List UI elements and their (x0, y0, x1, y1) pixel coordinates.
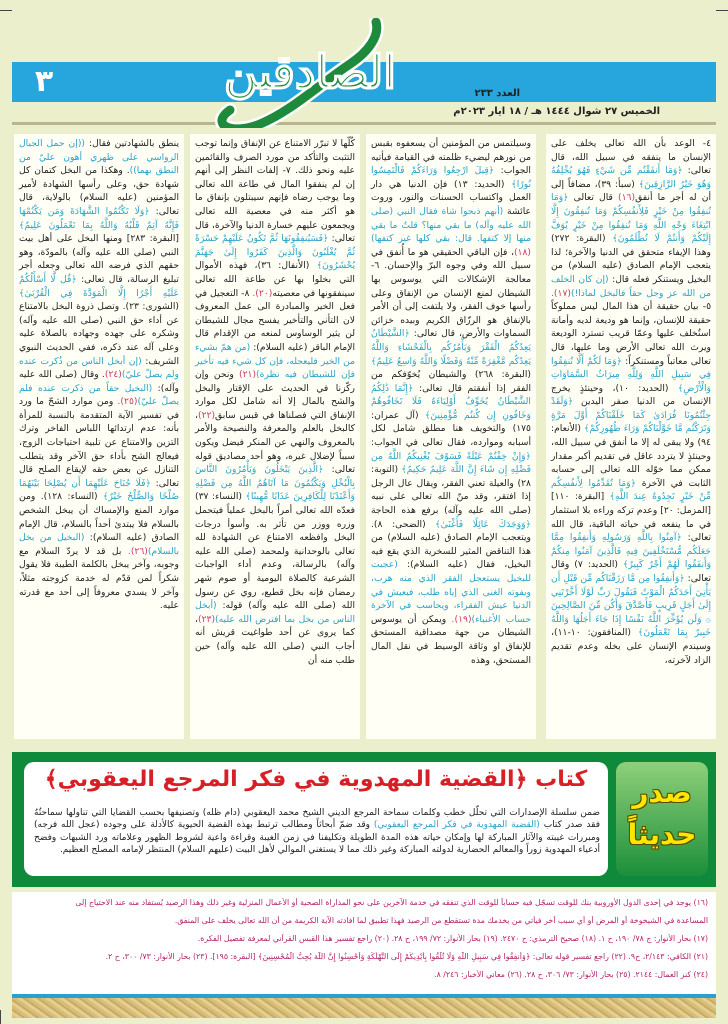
body-text: ، فإن الباقي الحقيقي هو ما أُنفق في سبيل الله وفي وجوه البرّ والإحسان. ٦- معالجة الإشكالات التي يوسوس بها الشيطان لمنع الإنسان من الإنفاق وعلى رأسها خوف الفقر، ولا يلتفت إلى أن الأمر بالإنفاق هو الرزّاق الكريم وبيده خزائن السماوات والأرض، قال تعالى: (371, 246, 531, 340)
body-text: . وقال (صلى الله عليه وآله): (19, 369, 179, 394)
quote-text: ﴿إِنَّمَا ذَٰلِكُمُ الشَّيْطَانُ يُخَوِّفُ أَوْلِيَاءَهُ فَلَا تَخَافُوهُمْ وَخَافُونِ إِن كُنتُم مُّؤْمِنِينَ﴾ (371, 382, 531, 421)
footnote-line: (٢٤) كنز العمال: ٢١٤٤. (٢٥) بحار الأنوار: ٧٣/ ٣٠٦، ح ٢٨. (٢٦) معاني الأخبار: ٢٤٦/ ٨. (434, 970, 708, 979)
quote-text: (أبخل الناس من بخل بما افترض الله عليه) (195, 600, 355, 625)
reference-marker: (١٦) (618, 192, 636, 204)
article-text (371, 137, 531, 667)
quote-text: ﴿آمِنُوا بِاللَّهِ وَرَسُولِهِ وَأَنفِقُوا مِمَّا جَعَلَكُم مُّسْتَخْلَفِينَ فِيهِ فَالَّذِينَ آمَنُوا مِنكُمْ وَأَنفَقُوا لَهُمْ أَجْرٌ كَبِيرٌ﴾ (551, 532, 712, 571)
issue-number: العدد ٢٣٣ (474, 88, 520, 99)
body-text: [البقرة: ١١٠] [المزمل: ٢٠] وعدم تركه وراءه بلا استثمار في ما ينفعه في حياته الباقية، قال الله تعالى: (551, 491, 712, 544)
body-text: قال تعالى (568, 192, 619, 204)
body-text: [البقرة: ٢٨٣] ومنها البخل على أهل بيت النبي (صلى الله عليه وآله) بالمودّة، وهو حقهم الذي فرضه الله تعالى وجعله أجر تبليغ الرسالة، قال تعالى: (19, 233, 179, 285)
reference-marker: (٢٢) (197, 409, 216, 421)
article-text (195, 137, 355, 667)
body-text: ٨- التعجيل في فعل الخير والمبادرة الى عمل المعروف لان التأني والتأخير يفسح مجال للشيطان لن يثير الوساوس لمنعه من الإقدام قال الإمام الباقر (عليه السلام): (195, 287, 355, 353)
quote-text: (إن كان الخلف من الله عز وجل حقاً فالبخل لماذا!) (551, 273, 711, 299)
quote-text: ﴿وَمَا تُنفِقُوا مِنْ خَيْرٍ فَلِأَنفُسِكُمْ وَمَا تُنفِقُونَ إِلَّا ابْتِغَاءَ وَجْهِ اللَّهِ وَمَا تُنفِقُوا مِنْ خَيْرٍ يُوَفَّ إِلَيْكُمْ وَأَنتُمْ لَا تُظْلَمُونَ﴾ (551, 192, 711, 245)
quote-text: ﴿وَلَا تَكْتُمُوا الشَّهَادَةَ وَمَن يَكْتُمْهَا فَإِنَّهُ آثِمٌ قَلْبُهُ وَاللَّهُ بِمَا تَعْمَلُونَ عَلِيمٌ﴾ (19, 205, 179, 231)
body-text: (البقرة: ٢٧٢) وهذا الإيفاء متحقق في الدنيا والآخرة؛ لذا يتعجب الإمام الصادق (عليه السلام) من البخيل ويستنكر فعله قال: (551, 233, 711, 285)
masthead-logo (200, 18, 400, 128)
quote-text: ﴿وَمَا تُقَدِّمُوا لِأَنفُسِكُم مِّنْ خَيْرٍ تَجِدُوهُ عِندَ اللَّهِ﴾ (551, 477, 711, 503)
issue-date: الخميس ٢٧ شوال ١٤٤٤ هـ / ١٨ ايار ٢٠٢٣م (453, 106, 660, 117)
body-text: ، كالبخل بالعلم والمعرفة والنصيحة والأمر بالمعروف والنهي عن المنكر فيضل ويكون سبباً لإضلال غيره، وهو أحد مصاديق قوله تعالى: (195, 409, 355, 476)
body-text: ويمكن أن يوسوس الشيطان من جهة مصداقية المستحق للإنفاق او وثاقة الوسيط في نقل المال المستحق، وهذه (371, 613, 531, 666)
body-text: (الضحى: ٨). ويتعجب الإمام الصادق (عليه السلام) من هذا التناقض المثير للسخرية الذي يقع فيه البخيل، فقال (عليه السلام): (371, 518, 531, 571)
crop-mark-bottom-left (0, 1010, 1, 1024)
article-column-1 (546, 134, 716, 739)
reference-marker: (٢٦). (127, 545, 148, 557)
quote-text: (من همّ بشيء من الخير فليعجله، فإن كل شيء فيه تأخير فإن للشيطان فيه نظرة) (195, 341, 356, 381)
reference-marker: (١٧). (551, 287, 571, 299)
quote-text: ﴿فَلَا جُنَاحَ عَلَيْهِمَا أَن يُصْلِحَا بَيْنَهُمَا صُلْحًا وَالصُّلْحُ خَيْرٌ﴾ (19, 477, 180, 503)
quote-text: (عجبت للبخيل يستعجل الفقر الذي منه هرب، ويفوته الغنى الذي إياه طلب، فيعيش في الدنيا عيش الفقراء، ويحاسب في الآخرة حساب الأغنياء) (371, 559, 532, 625)
body-text: ومن موارد الشحّ ما ورد في تفسير الآية المتقدمة بالنسبة للمرأة بأنه: عدم ارتدائها اللباس الفاخر وترك التزين والامتناع عن تلبية احتياجات الزوج، فيعالج الشح بأداء حق الآخر وقد يتطلب التنازل عن بعض حقه لإيقاع الصلح قال تعالى: (19, 396, 180, 489)
reference-marker: (٢٤) (104, 369, 122, 381)
crop-mark-top-right (716, 10, 728, 11)
footnote-line: (٢١) الكافي: ٢/١٤٣، ح٩. (٢٢) راجع تفسير قوله تعالى: ﴿وَأَنفِقُوا فِي سَبِيلِ اللَّهِ وَلَا تُلْقُوا بِأَيْدِيكُمْ إِلَى التَّهْلُكَةِ وَأَحْسِنُوا إِنَّ اللَّهَ يُحِبُّ الْمُحْسِنِينَ﴾ [البقرة: ١٩٥]. (٢٣) بحار الأنوار: ٧٣/ ٣٠٠، ح ٢. (105, 952, 708, 961)
reference-marker: (٢٠). (252, 287, 273, 299)
body-text: (الحديد: ١٣) فإن الدنيا هي دار العمل واكتساب الحسنات والنور، وروت عائشة (371, 178, 531, 217)
body-text: (الأنفال: ٣٦)، فهذه الأموال التي بخلوا بها عن طاعة الله تعالى سينفقونها في معصيته (195, 260, 355, 299)
book-title: كتاب ﴿القضية المهدوية في فكر المرجع اليعقوبي﴾ (44, 767, 588, 792)
quote-text: ﴿الَّذِينَ يَبْخَلُونَ وَيَأْمُرُونَ النَّاسَ بِالْبُخْلِ وَيَكْتُمُونَ مَا آتَاهُمُ اللَّهُ مِن فَضْلِهِ وَأَعْتَدْنَا لِلْكَافِرِينَ عَذَابًا مُّهِينًا﴾ (195, 464, 355, 503)
masthead-title: الصادقين (223, 45, 397, 99)
body-text: (البقرة: ٢٦٨) والشيطان يُخوّفكم من الفقر إذا أنفقتم قال تعالى: (371, 369, 532, 394)
reference-marker: (١٩). (451, 613, 472, 625)
body-text: (النساء: ١٢٨). ومن موارد المنع والإمساك أن يبخل الشخص بالسلام فلا يبتدئ أحداً بالسلام، قال الإمام الصادق (عليه السلام): (19, 491, 179, 544)
quote-text: ﴿وَوَجَدَكَ عَائِلًا فَأَغْنَىٰ﴾ (435, 518, 531, 530)
article-column-3 (190, 134, 360, 739)
quote-text: (البخيل من بخل بالسلام) (19, 532, 179, 557)
footer-sand-texture (12, 998, 716, 1018)
article-text (19, 137, 179, 613)
body-text: (سبأ: ٣٩)، مضافاً إلى أن له أجر ما أنفق (551, 178, 712, 204)
body-text: (آل عمران: ١٧٥) والتخويف هنا مطلق شامل لكل أسبابه وموارده، فقال تعالى في الجواب: (371, 409, 531, 449)
footnotes-section (12, 892, 716, 994)
body-text: ٥- بيان حقيقة أن هذا المال ليس مملوكاً حقيقة للإنسان، وإنما هو وديعة لديه وأمانة استُخلف عليها وعمّا قريب تسترد الوديعة ويرث الله تعالى الأرض وما عليها، قال تعالى معاتباً ومستنكراً: (551, 301, 711, 367)
crop-mark-top-left (0, 10, 12, 11)
article-column-4 (14, 134, 184, 739)
book-description (34, 798, 600, 874)
body-text: (النساء: ٣٧) فعدّه الله تعالى أمراً بالبخل عملياً فيتحمل وزره ووزر من تأثر به. وأسوأ درجات البخل وافظعه الامتناع عن الشهادة لله تعالى بالوحدانية ولمحمد (صلى الله عليه وآله) بالرسالة، وعدم أداء الواجبات الشرعية كالصلاة اليومية أو صوم شهر رمضان فإنه بخل قطيع، روي عن رسول الله (صلى الله عليه وآله) قوله: (195, 491, 355, 612)
quote-text: ﴿قُل لَّا أَسْأَلُكُمْ عَلَيْهِ أَجْرًا إِلَّا الْمَوَدَّةَ فِي الْقُرْبَىٰ﴾ (19, 273, 179, 299)
quote-text: ﴿وَأَنفِقُوا مِن مَّا رَزَقْنَاكُم مِّن قَبْلِ أَن يَأْتِيَ أَحَدَكُمُ الْمَوْتُ فَيَقُولَ رَبِّ لَوْلَا أَخَّرْتَنِي إِلَىٰ أَجَلٍ قَرِيبٍ فَأَصَّدَّقَ وَأَكُن مِّنَ الصَّالِحِينَ ۞ وَلَن يُؤَخِّرَ اللَّهُ نَفْسًا إِذَا جَاءَ أَجَلُهَا وَاللَّهُ خَبِيرٌ بِمَا تَعْمَلُونَ﴾ (551, 573, 711, 639)
body-text: (الشورى: ٢٣). وتصل ذروة البخل بالامتناع عن أداء حق النبي (صلى الله عليه وآله) وشكره على جهده وجهاده بالصلاة عليه وعلى آله عند ذكره، ففي الحديث النبوي الشريف: (19, 301, 180, 367)
body-text: ٤- الوعد بأن الله تعالى يخلف على الإنسان ما ينفقه في سبيل الله، قال تعالى: (551, 138, 711, 177)
footnote-line: (١٧) بحار الأنوار: ج ٧٨/ ١٩٠، ح ١. (١٨) صحيح الترمذي: ح ٢٤٧٠. (١٩) بحار الأنوار: ٧٢/ ١٩٩، ح ٢٨. (٢٠) راجع تفسير هذا القبس القرآني لمعرفة تفصيل الفكرة. (197, 934, 708, 943)
quote-text: ﴿وَلَقَدْ جِئْتُمُونَا فُرَادَىٰ كَمَا خَلَقْنَاكُمْ أَوَّلَ مَرَّةٍ وَتَرَكْتُم مَّا خَوَّلْنَاكُمْ وَرَاءَ ظُهُورِكُمْ﴾ (551, 396, 711, 435)
reference-marker: (٢٥). (117, 396, 138, 408)
quote-text: ((إن حمل الجبال الرواسي على ظهري أهون عليّ من النطق بهما)) (19, 138, 179, 177)
body-text: بل قد لا يردّ السلام مع وجوبه، وآخر يبخل بالكلمة الطيبة فلا يقول شكراً لمن قدّم له خدمة كزوجته مثلاً، وآخر لا يسدي معروفاً إلى أحد مع قدرته عليه. (19, 545, 179, 612)
quote-text: (أنهم ذبحوا شاة فقال النبي (صلى الله عليه وآله) ما بقي منها؟ قلتُ ما بقي منها إلا كتفها. قال: بقي كلها غير كتفها) (371, 205, 531, 245)
quote-text: (القضية المهدوية في فكر المرجع اليعقوبي) (373, 820, 540, 831)
footnote-line: المساعدة في الشيخوخة أو المرض أو أي سبب آخر فيأتي من يخدمك مدة تستقطع من الرصيد فهذا تطبيق لما افادته الآية الكريمة من أن الله تعالى يخلف على المنفق. (174, 916, 708, 925)
badge-line-2: حديثاً (627, 818, 697, 851)
quote-text: ﴿قِيلَ ارْجِعُوا وَرَاءَكُمْ فَالْتَمِسُوا نُورًا﴾ (371, 165, 532, 190)
body-text: (الحديد: ١٠)، وحينئذٍ يخرج الإنسان من الدنيا صفر اليدين (551, 382, 711, 408)
body-text: ، كما يروى عن أحد طواغيت قريش أنه أجاب النبي (صلى الله عليه وآله) حين طلب منه أن (195, 613, 355, 666)
quote-text: (البخيل حقاً من ذكرت عنده فلم يصلّ عليّ) (19, 382, 179, 408)
body-text: ينطق بالشهادتين فقال: (85, 138, 179, 149)
quote-text: ﴿الشَّيْطَانُ يَعِدُكُمُ الْفَقْرَ وَيَأْمُرُكُم بِالْفَحْشَاءِ وَاللَّهُ يَعِدُكُم مَّغْفِرَةً مِّنْهُ وَفَضْلًا وَاللَّهُ وَاسِعٌ عَلِيمٌ﴾ (371, 328, 531, 367)
body-text: (التوبة: ٢٨) والعيلة تعني الفقر، ويقال عال الرجل إذا افتقر، وقد منّ الله تعالى على نبيه (صلى الله عليه وآله) برفع هذه الحاجة (371, 464, 531, 517)
body-text: ضمن سلسلة الإصدارات التي تحلّل خطب وكلمات سماحة المرجع الديني الشيخ محمد اليعقوبي (دام ظله) وتصنيفها بحسب القضايا التي تناولها سماحتُهُ فقد صدر كتاب (34, 808, 600, 831)
article-column-2 (366, 134, 536, 739)
body-text: (الحديد: ٧) وقال تعالى: (551, 559, 711, 584)
article-text (551, 137, 711, 667)
body-text: (الأنعام: ٩٤) ولا يبقى له إلا ما أنفق في سبيل الله، وحينئذٍ لا يتردد عاقل في تقديم أكبر مقدار ممكن مما خوّله الله تعالى إلى حسابه الثابت في الآخرة (551, 423, 711, 489)
body-text: ونحن وإن ركّزنا في الحديث على الإقتار والبخل والشح بالمال إلا أنه شامل لكل موارد الإنفاق التي فصلناها في قبس سابق (195, 369, 355, 421)
body-text: . وهكذا من البخل كتمان كل شهادة حق، وعلى رأسها الشهادة لأمير المؤمنين (عليه السلام) بالولاية، قال تعالى: (19, 165, 179, 217)
page-number: ٣ (34, 64, 54, 99)
quote-text: ﴿وَإِنْ خِفْتُمْ عَيْلَةً فَسَوْفَ يُغْنِيكُمُ اللَّهُ مِن فَضْلِهِ إِن شَاءَ إِنَّ اللَّهَ عَلِيمٌ حَكِيمٌ﴾ (371, 450, 531, 476)
badge-line-1: صدر (632, 776, 692, 809)
quote-text: ﴿فَسَيُنفِقُونَهَا ثُمَّ تَكُونُ عَلَيْهِمْ حَسْرَةً ثُمَّ يُغْلَبُونَ وَالَّذِينَ كَفَرُوا إِلَىٰ جَهَنَّمَ يُحْشَرُونَ﴾ (195, 233, 356, 272)
quote-text: ﴿وَمَا أَنفَقْتُم مِّن شَيْءٍ فَهُوَ يُخْلِفُهُ وَهُوَ خَيْرُ الرَّازِقِينَ﴾ (551, 165, 712, 190)
reference-marker: (١٨) (513, 246, 531, 258)
quote-text: ﴿وَمَا لَكُمْ أَلَّا تُنفِقُوا فِي سَبِيلِ اللَّهِ وَلِلَّهِ مِيرَاثُ السَّمَاوَاتِ وَالْأَرْضِ﴾ (551, 355, 711, 394)
reference-marker: (٢١) (238, 369, 257, 381)
reference-marker: (٢٣) (197, 613, 216, 625)
new-release-badge-text (616, 772, 708, 856)
footnote-line: (١٦) يوجد في إحدى الدول الأوروبية بنك للوقت تسجّل فيه حساباً للوقت الذي تنفقه في خدمة الآخرين على نحو المداراة الصحية أو الأعمال المنزلية وغير ذلك وهذا الرصيد يُستفاد منه عند الاحتياج إلى (75, 898, 708, 907)
body-text: وقد ضمّ أبحاثاً ومطالب ترتبط بهذه القضية الحيوية كالأدلة على وجوده (عجل الله فرجه) ومبررات غيبته والآثار المباركة لها وإمكان حياته هذه المدة الطويلة وتكليفنا في زمن الغيبة وقراءة واعية لشروط الظهور وعلاماته ورد الشبهات وفضح أدعياء المهدوية زوراً والمعالم الحضارية لدولته المباركة وغير ذلك مما لا يستغني الموالي لأهل البيت (عليهم السلام) المنتظر لإمامه المصلح العظيم. (34, 820, 600, 856)
body-text: (المنافقون: ١٠-١١)، وسيندم الإنسان على بخله وعدم تقديم الزاد لآخرته، (551, 627, 711, 666)
article-text (34, 807, 600, 857)
body-text: كُلّها لا تبرّر الامتناع عن الإنفاق وإنما توجب التثبت والتأكد من مورد الصرف والقائمين عليه ونحو ذلك. ٧- إلفات النظر إلى أنهم إن لم ينفقوا المال في طاعة الله تعالى وما يوجب رضاه فإنهم سيبتلون بإنفاق ما هو أكثر منه في معصية الله تعالى ويجمعون عليهم خسارة الدنيا والآخرة، قال تعالى: (195, 138, 356, 245)
body-text: وسيلتمس من المؤمنين أن يسعفوه بقبس من نورهم ليضيء ظلمته في القيامة فيأتيه الجواب: (371, 138, 531, 177)
quote-text: (إن أبخل الناس من ذُكرت عنده ولم يصلّ عليّ) (19, 355, 179, 381)
